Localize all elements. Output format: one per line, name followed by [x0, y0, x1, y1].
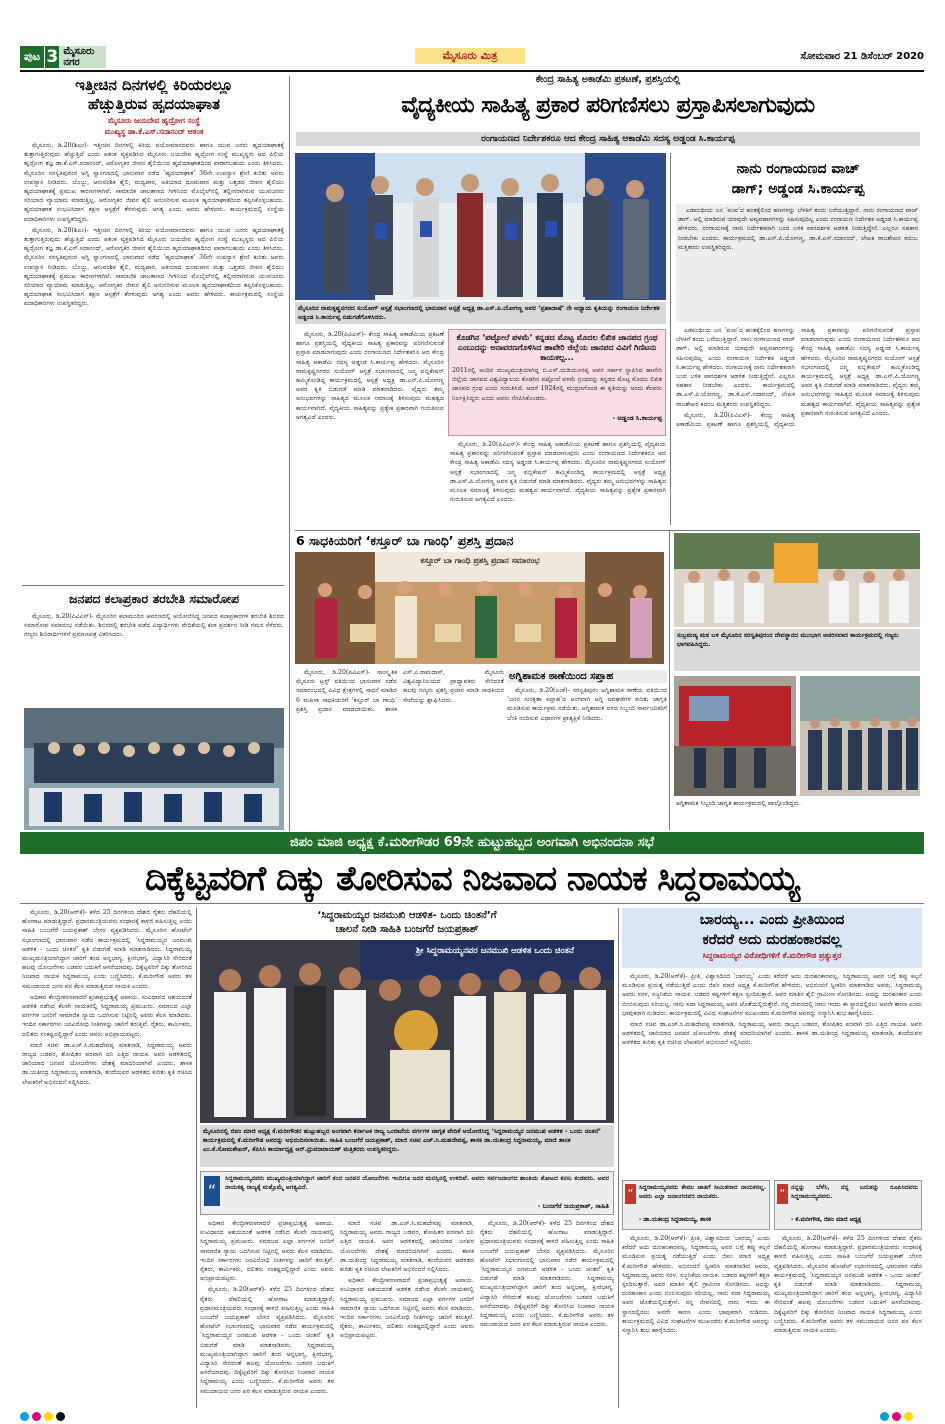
lead-photo	[295, 153, 666, 300]
heart-headline-line2: ಹೆಚ್ಚುತ್ತಿರುವ ಹೃದಯಾಘಾತ	[88, 95, 220, 113]
registration-marks-left	[20, 1412, 68, 1421]
janapada-photo-art	[24, 708, 284, 830]
lead-headline: ವೈದ್ಯಕೀಯ ಸಾಹಿತ್ಯ ಪ್ರಕಾರ ಪರಿಗಣಿಸಲು ಪ್ರಸ್ತಾಪಿಸಲಾಗುವುದು	[401, 93, 815, 118]
dignity-headline-line2: ಕರೆದರೆ ಅದು ದುರಹಂಕಾರವಲ್ಲ	[702, 932, 842, 948]
heart-body-text: ಮೈಸೂರು, ಡಿ.20(ಶಿಎಂ)- ಇತ್ತೀಚಿನ ದಿನಗಳಲ್ಲಿ ಕಿರಿಯ ವಯೋಮಾನದವರು ಹಾಗೂ ಯುವ ಜನರು ಹೃದಯಾಘಾತಕ್ಕೆ ತುತ್ತಾಗುತ್ತಿರುವುದು ಹೆಚ್ಚುತ್ತಿದೆ ಎಂದು ಆತಂಕ ವ್ಯಕ್ತಪಡಿಸಿದ ಮೈಸೂರು ಜಯದೇವ ಹೃದ್ರೋಗ ಸಂಸ್ಥೆ ಮುಖ್ಯಸ್ಥರು ಆದ ಪಿಲಿಯ ಹೃದ್ರೋಗ ತಜ್ಞ ಡಾ.ಕೆ.ಎಸ್.ಸದಾನಂದ್, ಆರೋಗ್ಯಕರ ಜೀವನ ಶೈಲಿಯಿಂದ ಹೃದಯಾಘಾತದಿಂದ ಪಾರಾಗಬಹುದು ಎಂದು ತಿಳಿಸಿದರು. ಮೈಸೂರಿನ ಸರಸ್ವತಿಪುರಂನ ಅಗ್ನಿ ಸ್ವಾಂಗಣದಲ್ಲಿ ಭಾನುವಾರ ನಡೆದ ‘ಹೃದಯಾಘಾತ’ 36ನೇ ಉಪನ್ಯಾಸ ಶ್ರೇಣಿ ಕುರಿತು ಅವರು ಉಪನ್ಯಾಸ ನೀಡಿದರು. ಬೊಜ್ಜು, ಆನುವಂಶಿಕ ಶೈಲಿ, ಮದ್ಯಪಾನ, ಅತಿಯಾದ ಧೂಮಪಾನ ಮತ್ತು ಒತ್ತಡದ ಜೀವನ ಶೈಲಿಯು ಹೃದಯಾಘಾತಕ್ಕೆ ಪ್ರಮುಖ ಕಾರಣಗಳಾಗಿವೆ. ಸಾಮಾಜಿಕ ಜಾಲತಾಣದ ಗೀಳಿನಿಂದ ಮೊಬೈಲ್‌ನಲ್ಲಿ ತಲ್ಲೀನರಾಗಿರುವ ಯುವಜನರು ಸರಿಯಾದ ವ್ಯಾಯಾಮ ಮಾಡುತ್ತಿಲ್ಲ. ಆರೋಗ್ಯಕರ ಜೀವನ ಶೈಲಿ ಅನುಸರಿಸುವ ಮೂಲಕ ಹೃದಯಾಘಾತದಿಂದ ತಪ್ಪಿಸಿಕೊಳ್ಳಬಹುದು. ಹೃದಯಾಘಾತ ಸಂಭವಿಸಿದಾಗ ತಕ್ಷಣ ಆಸ್ಪತ್ರೆಗೆ ತೆರಳುವುದು ಅಗತ್ಯ ಎಂದು ಅವರು ಹೇಳಿದರು. ಕಾರ್ಯಕ್ರಮದಲ್ಲಿ ಸಂಸ್ಥೆಯ ಪದಾಧಿಕಾರಿಗಳು ಉಪಸ್ಥಿತರಿದ್ದರು.	[24, 142, 284, 223]
dignity-col-b-text: ಮೈಸೂರು, ಡಿ.20(ಆರ್‌ಕೆ)- ಕಳೆದ 25 ದಿನಗಳಿಂದ ದೇಶದ ರೈತರು ದೆಹಲಿಯಲ್ಲಿ ಹೋರಾಟ ಮಾಡುತ್ತಿದ್ದಾರೆ. ಪ್ರಧಾನಮಂತ್ರಿಯವರು ಸಂಧಾನಕ್ಕೆ ಕಾಳಜಿ ವಹಿಸುತ್ತಿಲ್ಲ ಎಂದು ಸಾಹಿತಿ ಬಂಜಗೆರೆ ಜಯಪ್ರಕಾಶ್ ಬೇಸರ ವ್ಯಕ್ತಪಡಿಸಿದರು. ಮೈಸೂರಿನ ಹೋಟೆಲ್ ಸಭಾಂಗಣದಲ್ಲಿ ಭಾನುವಾರ ನಡೆದ ಕಾರ್ಯಕ್ರಮದಲ್ಲಿ ‘ಸಿದ್ದರಾಮಯ್ಯರ ಜನಮುಖಿ ಆಡಳಿತ - ಒಂದು ಚಿಂತನೆ’ ಕೃತಿ ಬಿಡುಗಡೆ ಮಾಡಿ ಮಾತನಾಡಿದರು. ಸಿದ್ದರಾಮಯ್ಯ ಮುಖ್ಯಮಂತ್ರಿಯಾಗಿದ್ದಾಗ ಜಾರಿಗೆ ತಂದ ಅನ್ನಭಾಗ್ಯ, ಕ್ಷೀರಭಾಗ್ಯ, ವಿದ್ಯಾಸಿರಿ ಸೇರಿದಂತೆ ಹಲವು ಯೋಜನೆಗಳು ಬಡವರ ಬದುಕಿಗೆ ಆಸರೆಯಾದವು. ದಿಕ್ಕೆಟ್ಟವರಿಗೆ ದಿಕ್ಕು ತೋರಿಸಿದ ನಿಜವಾದ ನಾಯಕ ಸಿದ್ದರಾಮಯ್ಯ ಎಂದು ಬಣ್ಣಿಸಿದರು. ಕೆ.ಮರೀಗೌಡ ಅವರು ತಳ ಸಮುದಾಯದ ಜನರ ಪರ ಕೆಲಸ ಮಾಡುತ್ತಿರುವ ನಾಯಕ ಎಂದರು.	[774, 1235, 922, 1335]
kasturba-photo-art	[295, 552, 664, 664]
dignity-body	[622, 972, 922, 1177]
reg-dot-black	[56, 1412, 65, 1421]
masthead: ಮೈಸೂರು ಮಿತ್ರ	[415, 48, 525, 64]
fire-photo-caption: ಅಗ್ನಿಶಾಮಕ ಸಿಬ್ಬಂದಿ ಜಾಗೃತಿ ಕಾರ್ಯಕ್ರಮದಲ್ಲಿ ಪಾಲ್ಗೊಂಡಿದ್ದರು.	[676, 800, 801, 807]
lead-photo-caption: ಮೈಸೂರಿನ ರಾಮಕೃಷ್ಣನಗರದ ಸುಯೋಗ್ ಆಸ್ಪತ್ರೆ ಸಭಾಂಗಣದಲ್ಲಿ ಭಾನುವಾರ ಆಸ್ಪತ್ರೆ ಅಧ್ಯಕ್ಷ ಡಾ.ಎಸ್.ಪಿ.ಯೋಗಣ್ಣ ಅವರ ‘ಪ್ರಹಾದಾಷೆ’ ನೇ ಅಧ್ಯಾಯ ಕೃತಿಯನ್ನು ರಂಗಾಯಣ ನಿರ್ದೇಶಕ ಅಡ್ಡಂಡ ಸಿ.ಕಾರ್ಯಪ್ಪ ಬಿಡುಗಡೆಗೊಳಿಸಿದರು.	[295, 302, 666, 324]
lead-deck: ರಂಗಾಯಣದ ನಿರ್ದೇಶಕರೂ ಆದ ಕೇಂದ್ರ ಸಾಹಿತ್ಯ ಅಕಾಡೆಮಿ ಸದಸ್ಯ ಅಡ್ಡಂಡ ಸಿ.ಕಾರ್ಯಪ್ಪ	[296, 132, 920, 146]
siddu-col2-text: ಅಧಿಕಾರ ಕೇಂದ್ರೀಕರಣವಾದರೆ ಪ್ರಜಾಪ್ರಭುತ್ವಕ್ಕೆ ಅಪಾಯ. ಸಂವಿಧಾನದ ಆಶಯದಂತೆ ಆಡಳಿತ ನಡೆಸಿದ ಕೆಲವೇ ನಾಯಕರಲ್ಲಿ ಸಿದ್ದರಾಮಯ್ಯ ಪ್ರಮುಖರು. ಸಮಾಜದ ಎಲ್ಲಾ ವರ್ಗಗಳ ಜನರಿಗೆ ಸಾಮಾಜಿಕ ನ್ಯಾಯ ಒದಗಿಸುವ ನಿಟ್ಟಿನಲ್ಲಿ ಅವರು ಕೆಲಸ ಮಾಡಿದರು. ಇಂದಿನ ಸರ್ಕಾರಗಳು ಜನವಿರೋಧಿ ನೀತಿಗಳನ್ನು ಜಾರಿಗೆ ತರುತ್ತಿವೆ. ರೈತರು, ಕಾರ್ಮಿಕರು, ದಲಿತರು ಸಂಕಷ್ಟದಲ್ಲಿದ್ದಾರೆ ಎಂದು ಅವರು ಅಭಿಪ್ರಾಯಪಟ್ಟರು.	[200, 1220, 334, 1283]
lead-body-text: ಮೈಸೂರು, ಡಿ.20(ಪಿವಿಎಸ್)- ಕೇಂದ್ರ ಸಾಹಿತ್ಯ ಅಕಾಡೆಮಿಯ ಪ್ರಕಟಣೆ ಹಾಗೂ ಪ್ರಶಸ್ತಿಯಲ್ಲಿ ವೈದ್ಯಕೀಯ ಸಾಹಿತ್ಯ ಪ್ರಕಾರವನ್ನು ಪರಿಗಣಿಸುವಂತೆ ಪ್ರಸ್ತಾಪ ಮಾಡಲಾಗುವುದು ಎಂದು ರಂಗಾಯಣದ ನಿರ್ದೇಶಕರೂ ಆದ ಕೇಂದ್ರ ಸಾಹಿತ್ಯ ಅಕಾಡೆಮಿ ಸದಸ್ಯ ಅಡ್ಡಂಡ ಸಿ.ಕಾರ್ಯಪ್ಪ ಹೇಳಿದರು. ಮೈಸೂರಿನ ರಾಮಕೃಷ್ಣನಗರದ ಸುಯೋಗ್ ಆಸ್ಪತ್ರೆ ಸಭಾಂಗಣದಲ್ಲಿ ಜನ್ಮ ಪಬ್ಲಿಕೇಷನ್ ಹಮ್ಮಿಕೊಂಡಿದ್ದ ಕಾರ್ಯಕ್ರಮದಲ್ಲಿ ಆಸ್ಪತ್ರೆ ಅಧ್ಯಕ್ಷ ಡಾ.ಎಸ್.ಪಿ.ಯೋಗಣ್ಣ ಅವರ ಕೃತಿ ಬಿಡುಗಡೆ ಮಾಡಿ ಮಾತನಾಡಿದರು. ವೈದ್ಯರು ತಮ್ಮ ಅನುಭವಗಳನ್ನು ಸಾಹಿತ್ಯದ ಮೂಲಕ ಸಮಾಜಕ್ಕೆ ತಿಳಿಸುವುದು ಮಹತ್ವದ ಕಾರ್ಯವಾಗಿದೆ. ವೈದ್ಯಕೀಯ ಸಾಹಿತ್ಯವನ್ನು ಪ್ರತ್ಯೇಕ ಪ್ರಕಾರವಾಗಿ ಗುರುತಿಸುವ ಅಗತ್ಯವಿದೆ ಎಂದರು.	[296, 331, 444, 421]
siddu-col3	[340, 1219, 474, 1407]
fire-photo-right-art	[800, 676, 920, 796]
koragini-author: - ಅಡ್ಡಂಡ ಸಿ.ಕಾರ್ಯಪ್ಪ	[612, 414, 662, 422]
fire-photo-left-art	[674, 676, 796, 796]
watchdog-body-text-2: ಎಡಪಂಥೀಯ ಜನ ‘ಪಂಪ’ದ ಹಂತಕ್ಕೆಲಿಂದ ಹಣಗಳನ್ನು ಬೆಳಕಿಗೆ ತಂದು ಬರೆಯುತ್ತಿದ್ದಾರೆ. ನಾನು ರಂಗಾಯಣದ ವಾಚ್ ಡಾಗ್. ಅಲ್ಲಿ ಮಾಡಿರುವ ಯಾವುದೇ ಅವ್ಯವಹಾರಗಳನ್ನು ಸಹಿಸುವುದಿಲ್ಲ ಎಂದು ರಂಗಾಯಣ ನಿರ್ದೇಶಕ ಅಡ್ಡಂಡ ಸಿ.ಕಾರ್ಯಪ್ಪ ಹೇಳಿದರು. ರಂಗಾಯಣಕ್ಕೆ ನಾನು ನಿರ್ದೇಶಕನಾಗಿ ಬಂದ ಬಳಿಕ ಪಾರದರ್ಶಕ ಆಡಳಿತ ನೀಡುತ್ತಿದ್ದೇನೆ. ಎಲ್ಲರೂ ಸಹಕಾರ ನೀಡಬೇಕು ಎಂದರು. ಕಾರ್ಯಕ್ರಮದಲ್ಲಿ ಡಾ.ಎಸ್.ಪಿ.ಯೋಗಣ್ಣ, ಡಾ.ಕೆ.ಎಸ್.ಸದಾನಂದ್, ಲೇಖಕ ರಾಜಶೇಖರ ಕದಂಬ ಮತ್ತಿತರರು ಉಪಸ್ಥಿತರಿದ್ದರು.	[676, 327, 795, 408]
siddu-photo	[200, 940, 614, 1123]
page-number: 3	[44, 46, 59, 68]
page-badge	[20, 46, 106, 68]
page-label: ಪುಟ	[20, 46, 44, 68]
siddu-col1-text-c: ಮಾಜಿ ಸಚಿವ ಡಾ.ಎಚ್.ಸಿ.ಮಹದೇವಪ್ಪ ಮಾತನಾಡಿ, ಸಿದ್ದರಾಮಯ್ಯ ಅವರು ರಾಜ್ಯದ ಬಡವರ, ಶೋಷಿತರ ಪರವಾಗಿ ದನಿ ಎತ್ತಿದ ನಾಯಕ. ಅವರ ಆಡಳಿತದಲ್ಲಿ ಜಾರಿಯಾದ ಜನಪರ ಯೋಜನೆಗಳು ದೇಶಕ್ಕೆ ಮಾದರಿಯಾಗಿವೆ ಎಂದರು. ಶಾಸಕ ಡಾ.ಯತೀಂದ್ರ ಸಿದ್ದರಾಮಯ್ಯ ಮಾತನಾಡಿ, ತಂದೆಯವರ ಆಡಳಿತದ ಕುರಿತು ಕೃತಿ ರಚಿಸಿದ ಲೇಖಕರಿಗೆ ಅಭಿನಂದನೆ ಸಲ್ಲಿಸಿದರು.	[22, 1041, 192, 1086]
siddu-col4-text: ಮೈಸೂರು, ಡಿ.20(ಆರ್‌ಕೆ)- ಕಳೆದ 25 ದಿನಗಳಿಂದ ದೇಶದ ರೈತರು ದೆಹಲಿಯಲ್ಲಿ ಹೋರಾಟ ಮಾಡುತ್ತಿದ್ದಾರೆ. ಪ್ರಧಾನಮಂತ್ರಿಯವರು ಸಂಧಾನಕ್ಕೆ ಕಾಳಜಿ ವಹಿಸುತ್ತಿಲ್ಲ ಎಂದು ಸಾಹಿತಿ ಬಂಜಗೆರೆ ಜಯಪ್ರಕಾಶ್ ಬೇಸರ ವ್ಯಕ್ತಪಡಿಸಿದರು. ಮೈಸೂರಿನ ಹೋಟೆಲ್ ಸಭಾಂಗಣದಲ್ಲಿ ಭಾನುವಾರ ನಡೆದ ಕಾರ್ಯಕ್ರಮದಲ್ಲಿ ‘ಸಿದ್ದರಾಮಯ್ಯರ ಜನಮುಖಿ ಆಡಳಿತ - ಒಂದು ಚಿಂತನೆ’ ಕೃತಿ ಬಿಡುಗಡೆ ಮಾಡಿ ಮಾತನಾಡಿದರು. ಸಿದ್ದರಾಮಯ್ಯ ಮುಖ್ಯಮಂತ್ರಿಯಾಗಿದ್ದಾಗ ಜಾರಿಗೆ ತಂದ ಅನ್ನಭಾಗ್ಯ, ಕ್ಷೀರಭಾಗ್ಯ, ವಿದ್ಯಾಸಿರಿ ಸೇರಿದಂತೆ ಹಲವು ಯೋಜನೆಗಳು ಬಡವರ ಬದುಕಿಗೆ ಆಸರೆಯಾದವು. ದಿಕ್ಕೆಟ್ಟವರಿಗೆ ದಿಕ್ಕು ತೋರಿಸಿದ ನಿಜವಾದ ನಾಯಕ ಸಿದ್ದರಾಮಯ್ಯ ಎಂದು ಬಣ್ಣಿಸಿದರು. ಕೆ.ಮರೀಗೌಡ ಅವರು ತಳ ಸಮುದಾಯದ ಜನರ ಪರ ಕೆಲಸ ಮಾಡುತ್ತಿರುವ ನಾಯಕ ಎಂದರು.	[480, 1220, 614, 1329]
siddu-subdeck-line1: ‘ಸಿದ್ದರಾಮಯ್ಯರ ಜನಮುಖಿ ಆಡಳಿತ- ಒಂದು ಚಿಂತನೆ’ಗೆ	[317, 910, 497, 921]
janapada-body-text: ಮೈಸೂರು, ಡಿ.20(ಪಿವಿಎಸ್)- ಮೈಸೂರಿನ ಕಲಾಮಂದಿರ ಆವರಣದಲ್ಲಿ ಆಯೋಜಿಸಿದ್ದ ಜನಪದ ಕಲಾಪ್ರಕಾರಗಳ ತರಬೇತಿ ಶಿಬಿರದ ಸಮಾರೋಪ ಸಮಾರಂಭ ನಡೆಯಿತು. ಶಿಬಿರದಲ್ಲಿ ತರಬೇತಿ ಪಡೆದ ವಿದ್ಯಾರ್ಥಿಗಳು ವೇದಿಕೆಯಲ್ಲಿ ಕಲಾ ಪ್ರದರ್ಶನ ನೀಡಿ ಗಮನ ಸೆಳೆದರು. ಗಣ್ಯರು ಶಿಬಿರಾರ್ಥಿಗಳಿಗೆ ಪ್ರಮಾಣಪತ್ರ ವಿತರಿಸಿದರು.	[24, 613, 284, 639]
heart-byline1: ಮೈಸೂರು ಜಯದೇವ ಹೃದ್ರೋಗ ಸಂಸ್ಥೆ	[108, 116, 200, 125]
watchdog-headline-line1: ನಾನು ರಂಗಾಯಣದ ವಾಚ್	[736, 161, 860, 177]
dignity-head-box	[622, 908, 922, 968]
siddu-photo-caption: ಮೈಸೂರಿನಲ್ಲಿ ಜಿಪಂ ಮಾಜಿ ಅಧ್ಯಕ್ಷ ಕೆ.ಮರೀಗೌಡರ ಹುಟ್ಟುಹಬ್ಬದ ಅಂಗವಾಗಿ ಕರ್ನಾಟಕ ರಾಜ್ಯ ಒಂದಾನೆಯ ವರ್ಗಗಳ ಜಾಗೃತ ವೇದಿಕೆ ಆಯೋಜಿಸಿದ್ದ ‘ಸಿದ್ದರಾಮಯ್ಯರ ಜನಮುಖಿ ಆಡಳಿತ - ಒಂದು ಚಿಂತನೆ’ ಕಾರ್ಯಕ್ರಮದಲ್ಲಿ ಕೆ.ಮರೀಗೌಡ ಅವರನ್ನು ಅಭಿನಂದಿಸಲಾಯಿತು. ಸಾಹಿತಿ ಬಂಜಗೆರೆ ಜಯಪ್ರಕಾಶ್, ಮಾಜಿ ಸಚಿವ ಎಚ್.ಸಿ.ಮಹದೇವಪ್ಪ, ಶಾಸಕ ಡಾ.ಯತೀಂದ್ರ ಸಿದ್ದರಾಮಯ್ಯ, ಮಾಜಿ ಶಾಸಕ ಎಂ.ಕೆ.ಸೋಮಶೇಖರ್, ಕೆಪಿಸಿಸಿ ಕಾರ್ಯಾಧ್ಯಕ್ಷ ಆರ್.ಧ್ರುವನಾರಾಯಣ್ ಮತ್ತಿತರರು ಉಪಸ್ಥಿತರಿದ್ದರು.	[200, 1125, 614, 1167]
reg-dot-cyan-r	[880, 1412, 889, 1421]
siddu-subdeck-line2: ಚಾಲನೆ ನೀಡಿ ಸಾಹಿತಿ ಬಂಜಗೆರೆ ಜಯಪ್ರಕಾಶ್	[335, 924, 479, 935]
siddu-col1-text-b: ಅಧಿಕಾರ ಕೇಂದ್ರೀಕರಣವಾದರೆ ಪ್ರಜಾಪ್ರಭುತ್ವಕ್ಕೆ ಅಪಾಯ. ಸಂವಿಧಾನದ ಆಶಯದಂತೆ ಆಡಳಿತ ನಡೆಸಿದ ಕೆಲವೇ ನಾಯಕರಲ್ಲಿ ಸಿದ್ದರಾಮಯ್ಯ ಪ್ರಮುಖರು. ಸಮಾಜದ ಎಲ್ಲಾ ವರ್ಗಗಳ ಜನರಿಗೆ ಸಾಮಾಜಿಕ ನ್ಯಾಯ ಒದಗಿಸುವ ನಿಟ್ಟಿನಲ್ಲಿ ಅವರು ಕೆಲಸ ಮಾಡಿದರು. ಇಂದಿನ ಸರ್ಕಾರಗಳು ಜನವಿರೋಧಿ ನೀತಿಗಳನ್ನು ಜಾರಿಗೆ ತರುತ್ತಿವೆ. ರೈತರು, ಕಾರ್ಮಿಕರು, ದಲಿತರು ಸಂಕಷ್ಟದಲ್ಲಿದ್ದಾರೆ ಎಂದು ಅವರು ಅಭಿಪ್ರಾಯಪಟ್ಟರು.	[22, 993, 192, 1038]
dignity-col-a-text: ಮೈಸೂರು, ಡಿ.20(ಆರ್‌ಕೆ)- ಪ್ರೀತಿ, ವಿಶ್ವಾಸದಿಂದ ‘ಬಾರಯ್ಯ’ ಎಂದು ಕರೆದರೆ ಅದು ದುರಹಂಕಾರವಲ್ಲ. ಸಿದ್ದರಾಮಯ್ಯ ಅವರ ಬಗ್ಗೆ ತಪ್ಪು ಕಲ್ಪನೆ ಮೂಡಿಸುವ ಪ್ರಯತ್ನ ನಡೆಯುತ್ತಿದೆ ಎಂದು ಜಿಪಂ ಮಾಜಿ ಅಧ್ಯಕ್ಷ ಕೆ.ಮರೀಗೌಡ ಹೇಳಿದರು. ಅಭಿನಂದನೆ ಸ್ವೀಕರಿಸಿ ಮಾತನಾಡಿದ ಅವರು, ಸಿದ್ದರಾಮಯ್ಯ ಅವರು ಸರಳ, ಸಜ್ಜನಿಕೆಯ ನಾಯಕ. ಬಡವರ ಕಷ್ಟಗಳಿಗೆ ತಕ್ಷಣ ಸ್ಪಂದಿಸುತ್ತಾರೆ. ಅವರ ಮಾತಿನ ಶೈಲಿ ಗ್ರಾಮೀಣ ಸೊಗಡಿನದು. ಅದನ್ನು ದುರಹಂಕಾರ ಎಂದು ಬಿಂಬಿಸುವುದು ಸರಿಯಲ್ಲ. ನಾನು ಸದಾ ಸಿದ್ದರಾಮಯ್ಯ ಅವರ ಜೊತೆಯಲ್ಲಿರುತ್ತೇನೆ. ನನ್ನ ಜೀವನದಲ್ಲಿ ನಾನು ಇಂದು ಈ ಸ್ಥಾನದಲ್ಲಿರಲು ಅವರೇ ಕಾರಣ ಎಂದು ಭಾವುಕರಾಗಿ ನುಡಿದರು. ಕಾರ್ಯಕ್ರಮದಲ್ಲಿ ವಿವಿಧ ಸಂಘಟನೆಗಳ ಮುಖಂಡರು ಕೆ.ಮರೀಗೌಡ ಅವರನ್ನು ಸನ್ಮಾನಿಸಿ ಶುಭ ಹಾರೈಸಿದರು.	[622, 1235, 770, 1335]
lead-photo-art	[295, 153, 666, 300]
fire-week-body	[507, 686, 667, 831]
mini-quote-1	[622, 1180, 770, 1230]
kasturba-banner: ಕಸ್ತೂರ್ ಬಾ ಗಾಂಧಿ ಪ್ರಶಸ್ತಿ ಪ್ರದಾನ ಸಮಾರಂಭ	[420, 556, 540, 565]
lead-body	[296, 330, 444, 495]
issue-date: ಸೋಮವಾರ 21 ಡಿಸೆಂಬರ್ 2020	[800, 51, 924, 62]
kasturba-body-text: ಮೈಸೂರು, ಡಿ.20(ಪಿವಿಎಸ್)- ಸಾಂಸ್ಕೃತಿಕ ಮೈಸೂರು ಟ್ರಸ್ಟ್ ವತಿಯಿಂದ ಭಾನುವಾರ ನಡೆದ ಸಮಾರಂಭದಲ್ಲಿ ವಿವಿಧ ಕ್ಷೇತ್ರಗಳಲ್ಲಿ ಸಾಧನೆ ಮಾಡಿದ 6 ಮಹಿಳಾ ಸಾಧಕಿಯರಿಗೆ ‘ಕಸ್ತೂರ್ ಬಾ ಗಾಂಧಿ’ ಪ್ರಶಸ್ತಿ ಪ್ರದಾನ ಮಾಡಲಾಯಿತು. ಶಾಸಕ ಎಸ್.ಎ.ರಾಮದಾಸ್, ಮೈಸೂರು ವಿಶ್ವವಿದ್ಯಾನಿಲಯದ ಪ್ರಾಧ್ಯಾಪಕರು ಸೇರಿದಂತೆ ಹಲವು ಗಣ್ಯರು ಪ್ರಶಸ್ತಿ ಪ್ರದಾನ ಮಾಡಿ ಸಾಧಕಿಯರ ಸೇವೆಯನ್ನು ಶ್ಲಾಘಿಸಿದರು.	[296, 669, 504, 713]
fire-week-body-text: ಮೈಸೂರು, ಡಿ.20(ಎಂಕೆ)- ಸರಸ್ವತಿಪುರಂ ಅಗ್ನಿಶಾಮಕ ಠಾಣೆಯ ವತಿಯಿಂದ ‘ಜನರ ಸುರಕ್ಷತಾ ಸಪ್ತಾಹ’ದ ಅಂಗವಾಗಿ ಅಗ್ನಿ ಅವಘಡಗಳ ಕುರಿತು ಜಾಗೃತಿ ಮೂಡಿಸುವ ಕಾರ್ಯಕ್ರಮ ನಡೆಯಿತು. ಅಗ್ನಿಶಾಮಕ ದಳದ ಸಿಬ್ಬಂದಿ ಸಾರ್ವಜನಿಕರಿಗೆ ಬೆಂಕಿ ನಂದಿಸುವ ವಿಧಾನಗಳ ಪ್ರಾತ್ಯಕ್ಷಿಕೆ ನೀಡಿದರು.	[507, 687, 667, 722]
dignity-subhead: ಸಿದ್ದರಾಮಯ್ಯರ ವಿರೋಧಿಗಳಿಗೆ ಕೆ.ಮರೀಗೌಡ ಪ್ರತ್ಯುತ್ತರ	[702, 951, 842, 960]
heart-byline2: ಮುಖ್ಯಸ್ಥ ಡಾ.ಕೆ.ಎಸ್.ಸದಾನಂದ್ ಆತಂಕ	[104, 127, 204, 136]
main-headline: ದಿಕ್ಕೆಟ್ಟವರಿಗೆ ದಿಕ್ಕು ತೋರಿಸುವ ನಿಜವಾದ ನಾಯಕ ಸಿದ್ದರಾಮಯ್ಯ	[145, 859, 799, 899]
watchdog-body-text: ಎಡಪಂಥೀಯ ಜನ ‘ಪಂಪ’ದ ಹಂತಕ್ಕೆಲಿಂದ ಹಣಗಳನ್ನು ಬೆಳಕಿಗೆ ತಂದು ಬರೆಯುತ್ತಿದ್ದಾರೆ. ನಾನು ರಂಗಾಯಣದ ವಾಚ್ ಡಾಗ್. ಅಲ್ಲಿ ಮಾಡಿರುವ ಯಾವುದೇ ಅವ್ಯವಹಾರಗಳನ್ನು ಸಹಿಸುವುದಿಲ್ಲ ಎಂದು ರಂಗಾಯಣ ನಿರ್ದೇಶಕ ಅಡ್ಡಂಡ ಸಿ.ಕಾರ್ಯಪ್ಪ ಹೇಳಿದರು. ರಂಗಾಯಣಕ್ಕೆ ನಾನು ನಿರ್ದೇಶಕನಾಗಿ ಬಂದ ಬಳಿಕ ಪಾರದರ್ಶಕ ಆಡಳಿತ ನೀಡುತ್ತಿದ್ದೇನೆ. ಎಲ್ಲರೂ ಸಹಕಾರ ನೀಡಬೇಕು ಎಂದರು. ಕಾರ್ಯಕ್ರಮದಲ್ಲಿ ಡಾ.ಎಸ್.ಪಿ.ಯೋಗಣ್ಣ, ಡಾ.ಕೆ.ಎಸ್.ಸದಾನಂದ್, ಲೇಖಕ ರಾಜಶೇಖರ ಕದಂಬ ಮತ್ತಿತರರು ಉಪಸ್ಥಿತರಿದ್ದರು.	[678, 207, 918, 251]
green-banner: ಜಿಪಂ ಮಾಜಿ ಅಧ್ಯಕ್ಷ ಕೆ.ಮರೀಗೌಡರ 69ನೇ ಹುಟ್ಟುಹಬ್ಬದ ಅಂಗವಾಗಿ ಅಭಿನಂದನಾ ಸಭೆ	[20, 832, 924, 854]
mini-quote-1-text: ಸಿದ್ದರಾಮಯ್ಯನವರು ಕೇವಲ ಜಾತಿಗೆ ಸೀಮಿತರಾದ ನಾಯಕರಲ್ಲ. ಅವರು ಎಲ್ಲಾ ಜನಾಂಗದವರ ನಾಯಕರು.	[639, 1184, 766, 1201]
watchdog-headline-line2: ಡಾಗ್; ಅಡ್ಡಂಡ ಸಿ.ಕಾರ್ಯಪ್ಪ	[731, 181, 865, 197]
fire-photo-left	[674, 676, 796, 796]
reg-dot-cyan	[20, 1412, 29, 1421]
siddu-col4	[480, 1219, 614, 1407]
dignity-headline-line1: ಬಾರಯ್ಯ... ಎಂದು ಪ್ರೀತಿಯಿಂದ	[699, 912, 845, 928]
mini-quote-1-icon: “	[625, 1184, 636, 1204]
siddu-col2	[200, 1219, 334, 1407]
reg-dot-magenta	[32, 1412, 41, 1421]
kasturba-photo	[295, 552, 664, 664]
dignity-col-b	[774, 1234, 922, 1407]
siddu-col3-text: ಮಾಜಿ ಸಚಿವ ಡಾ.ಎಚ್.ಸಿ.ಮಹದೇವಪ್ಪ ಮಾತನಾಡಿ, ಸಿದ್ದರಾಮಯ್ಯ ಅವರು ರಾಜ್ಯದ ಬಡವರ, ಶೋಷಿತರ ಪರವಾಗಿ ದನಿ ಎತ್ತಿದ ನಾಯಕ. ಅವರ ಆಡಳಿತದಲ್ಲಿ ಜಾರಿಯಾದ ಜನಪರ ಯೋಜನೆಗಳು ದೇಶಕ್ಕೆ ಮಾದರಿಯಾಗಿವೆ ಎಂದರು. ಶಾಸಕ ಡಾ.ಯತೀಂದ್ರ ಸಿದ್ದರಾಮಯ್ಯ ಮಾತನಾಡಿ, ತಂದೆಯವರ ಆಡಳಿತದ ಕುರಿತು ಕೃತಿ ರಚಿಸಿದ ಲೇಖಕರಿಗೆ ಅಭಿನಂದನೆ ಸಲ್ಲಿಸಿದರು.	[340, 1220, 474, 1274]
mini-quote-2-icon: “	[777, 1184, 788, 1204]
mini-quote-2-text: ನನ್ನನ್ನು ಬೆಳೆಸಿ, ನನ್ನ ಬದುಕನ್ನು ರೂಪಿಸಿದವರು ಸಿದ್ದರಾಮಯ್ಯನವರು.	[791, 1184, 918, 1201]
mini-quote-2-author: - ಕೆ.ಮರೀಗೌಡ, ಜಿಪಂ ಮಾಜಿ ಅಧ್ಯಕ್ಷ	[791, 1217, 862, 1223]
temple-photo-caption: ಸುಬ್ರಮಣ್ಯ ಮಠ ಬಳಿ ಮೈಸೂರಿನ ಸರಸ್ವತಿಪುರಂನ ದೇವಸ್ಥಾನದ ಮುಂಭಾಗ ಆಚರಿಸಲಾದ ಕಾರ್ಯಕ್ರಮದಲ್ಲಿ ಗಣ್ಯರು ಭಾಗವಹಿಸಿದ್ದರು.	[674, 629, 920, 671]
siddu-photo-art	[200, 940, 614, 1123]
koragini-headline: ಕೊಡಗಿನ ‘ಪಟ್ಟೋಲೆ ಪಳಮೆ’ ಕನ್ನಡದ ಮೊಟ್ಟ ಮೊದಲ ಲಿಖಿತ ಜಾನಪದ ಗ್ರಂಥ ಎಂಬುದನ್ನು ಅನಾವರಣಗೊಳಿಸಿದ ಹಾವೇರಿ ಜಿಲ್ಲೆಯ ಜಾನಪದ ವಿವಿಗೆ ಗಿಣಿಟನು ಕಾಯಕಲ್ಪ...	[456, 333, 658, 362]
siddu-col1	[22, 908, 192, 1408]
koragini-box	[448, 329, 666, 436]
quote-text: ಸಿದ್ದರಾಮಯ್ಯನವರು ಮುಖ್ಯಮಂತ್ರಿಯಾಗಿದ್ದಾಗ ಜಾರಿಗೆ ತಂದ ಜನಪರ ಯೋಜನೆಗಳು ಇಂದಿಗೂ ಜನರ ಮನಸ್ಸಿನಲ್ಲಿ ಉಳಿದಿವೆ. ಅವರು ಸರ್ವಜನಾಂಗದ ಶಾಂತಿಯ ತೋಟದ ಕನಸು ಕಂಡವರು. ಅವರ ನಾಯಕತ್ವ ರಾಜ್ಯಕ್ಕೆ ಮತ್ತೊಮ್ಮೆ ಅಗತ್ಯವಿದೆ.	[225, 1175, 609, 1192]
watchdog-body-text-3: ಮೈಸೂರು, ಡಿ.20(ಪಿವಿಎಸ್)- ಕೇಂದ್ರ ಸಾಹಿತ್ಯ ಅಕಾಡೆಮಿಯ ಪ್ರಕಟಣೆ ಹಾಗೂ ಪ್ರಶಸ್ತಿಯಲ್ಲಿ ವೈದ್ಯಕೀಯ ಸಾಹಿತ್ಯ ಪ್ರಕಾರವನ್ನು ಪರಿಗಣಿಸುವಂತೆ ಪ್ರಸ್ತಾಪ ಮಾಡಲಾಗುವುದು ಎಂದು ರಂಗಾಯಣದ ನಿರ್ದೇಶಕರೂ ಆದ ಕೇಂದ್ರ ಸಾಹಿತ್ಯ ಅಕಾಡೆಮಿ ಸದಸ್ಯ ಅಡ್ಡಂಡ ಸಿ.ಕಾರ್ಯಪ್ಪ ಹೇಳಿದರು. ಮೈಸೂರಿನ ರಾಮಕೃಷ್ಣನಗರದ ಸುಯೋಗ್ ಆಸ್ಪತ್ರೆ ಸಭಾಂಗಣದಲ್ಲಿ ಜನ್ಮ ಪಬ್ಲಿಕೇಷನ್ ಹಮ್ಮಿಕೊಂಡಿದ್ದ ಕಾರ್ಯಕ್ರಮದಲ್ಲಿ ಆಸ್ಪತ್ರೆ ಅಧ್ಯಕ್ಷ ಡಾ.ಎಸ್.ಪಿ.ಯೋಗಣ್ಣ ಅವರ ಕೃತಿ ಬಿಡುಗಡೆ ಮಾಡಿ ಮಾತನಾಡಿದರು. ವೈದ್ಯರು ತಮ್ಮ ಅನುಭವಗಳನ್ನು ಸಾಹಿತ್ಯದ ಮೂಲಕ ಸಮಾಜಕ್ಕೆ ತಿಳಿಸುವುದು ಮಹತ್ವದ ಕಾರ್ಯವಾಗಿದೆ. ವೈದ್ಯಕೀಯ ಸಾಹಿತ್ಯವನ್ನು ಪ್ರತ್ಯೇಕ ಪ್ರಕಾರವಾಗಿ ಗುರುತಿಸುವ ಅಗತ್ಯವಿದೆ ಎಂದರು.	[676, 327, 920, 429]
janapada-photo	[24, 708, 284, 830]
reg-dot-yellow-r	[904, 1412, 913, 1421]
fire-photo-right	[800, 676, 920, 796]
kasturba-body	[296, 668, 504, 828]
temple-photo-art	[674, 533, 920, 627]
lead-body-col2	[444, 440, 666, 528]
registration-marks-right	[880, 1412, 916, 1421]
lead-kicker: ಕೇಂದ್ರ ಸಾಹಿತ್ಯ ಅಕಾಡೆಮಿ ಪ್ರಕಟಣೆ, ಪ್ರಶಸ್ತಿಯಲ್ಲಿ	[535, 74, 681, 85]
mini-quote-1-author: - ಡಾ.ಯತೀಂದ್ರ ಸಿದ್ದರಾಮಯ್ಯ, ಶಾಸಕ	[639, 1217, 712, 1223]
siddu-photo-banner: ಶ್ರೀ ಸಿದ್ದರಾಮಯ್ಯನವರ ಜನಮುಖಿ ಆಡಳಿತ ಒಂದು ಚಿಂತನೆ	[416, 946, 574, 956]
siddu-col2-text-b: ಮೈಸೂರು, ಡಿ.20(ಆರ್‌ಕೆ)- ಕಳೆದ 25 ದಿನಗಳಿಂದ ದೇಶದ ರೈತರು ದೆಹಲಿಯಲ್ಲಿ ಹೋರಾಟ ಮಾಡುತ್ತಿದ್ದಾರೆ. ಪ್ರಧಾನಮಂತ್ರಿಯವರು ಸಂಧಾನಕ್ಕೆ ಕಾಳಜಿ ವಹಿಸುತ್ತಿಲ್ಲ ಎಂದು ಸಾಹಿತಿ ಬಂಜಗೆರೆ ಜಯಪ್ರಕಾಶ್ ಬೇಸರ ವ್ಯಕ್ತಪಡಿಸಿದರು. ಮೈಸೂರಿನ ಹೋಟೆಲ್ ಸಭಾಂಗಣದಲ್ಲಿ ಭಾನುವಾರ ನಡೆದ ಕಾರ್ಯಕ್ರಮದಲ್ಲಿ ‘ಸಿದ್ದರಾಮಯ್ಯರ ಜನಮುಖಿ ಆಡಳಿತ - ಒಂದು ಚಿಂತನೆ’ ಕೃತಿ ಬಿಡುಗಡೆ ಮಾಡಿ ಮಾತನಾಡಿದರು. ಸಿದ್ದರಾಮಯ್ಯ ಮುಖ್ಯಮಂತ್ರಿಯಾಗಿದ್ದಾಗ ಜಾರಿಗೆ ತಂದ ಅನ್ನಭಾಗ್ಯ, ಕ್ಷೀರಭಾಗ್ಯ, ವಿದ್ಯಾಸಿರಿ ಸೇರಿದಂತೆ ಹಲವು ಯೋಜನೆಗಳು ಬಡವರ ಬದುಕಿಗೆ ಆಸರೆಯಾದವು. ದಿಕ್ಕೆಟ್ಟವರಿಗೆ ದಿಕ್ಕು ತೋರಿಸಿದ ನಿಜವಾದ ನಾಯಕ ಸಿದ್ದರಾಮಯ್ಯ ಎಂದು ಬಣ್ಣಿಸಿದರು. ಕೆ.ಮರೀಗೌಡ ಅವರು ತಳ ಸಮುದಾಯದ ಜನರ ಪರ ಕೆಲಸ ಮಾಡುತ್ತಿರುವ ನಾಯಕ ಎಂದರು.	[200, 1286, 334, 1395]
koragini-body: 2011ರಲ್ಲಿ ಅಂದಿನ ಮುಖ್ಯಮಂತ್ರಿಯಾಗಿದ್ದ ಬಿ.ಎಸ್.ಯಡಿಯೂರಪ್ಪ ಅವರ ಸರ್ಕಾರ ಸ್ಥಾಪಿಸಿದ ಹಾವೇರಿ ಜಿಲ್ಲೆಯ ಜಾನಪದ ವಿಶ್ವವಿದ್ಯಾಲಯ ಕೊಡಗಿನ ಪಟ್ಟೋಲೆ ಪಳಮೆ ಗ್ರಂಥವನ್ನು ಕನ್ನಡದ ಮೊಟ್ಟ ಮೊದಲ ಲಿಖಿತ ಜಾನಪದ ಗ್ರಂಥ ಎಂದು ಗುರುತಿಸಿದೆ. ಆದರೆ 1924ರಲ್ಲಿ ಮುದ್ರಣಗೊಂಡ ಈ ಕೃತಿಯನ್ನು ಅಂದು ಕೆಲವರು ನಿರ್ಲಕ್ಷಿಸಿದ್ದರು ಎಂದು ಅವರು ನೆನಪಿಸಿಕೊಂಡರು.	[452, 367, 662, 402]
quote-author: - ಬಂಜಗೆರೆ ಜಯಪ್ರಕಾಶ್, ಸಾಹಿತಿ	[537, 1202, 609, 1210]
siddu-col1-text: ಮೈಸೂರು, ಡಿ.20(ಆರ್‌ಕೆ)- ಕಳೆದ 25 ದಿನಗಳಿಂದ ದೇಶದ ರೈತರು ದೆಹಲಿಯಲ್ಲಿ ಹೋರಾಟ ಮಾಡುತ್ತಿದ್ದಾರೆ. ಪ್ರಧಾನಮಂತ್ರಿಯವರು ಸಂಧಾನಕ್ಕೆ ಕಾಳಜಿ ವಹಿಸುತ್ತಿಲ್ಲ ಎಂದು ಸಾಹಿತಿ ಬಂಜಗೆರೆ ಜಯಪ್ರಕಾಶ್ ಬೇಸರ ವ್ಯಕ್ತಪಡಿಸಿದರು. ಮೈಸೂರಿನ ಹೋಟೆಲ್ ಸಭಾಂಗಣದಲ್ಲಿ ಭಾನುವಾರ ನಡೆದ ಕಾರ್ಯಕ್ರಮದಲ್ಲಿ ‘ಸಿದ್ದರಾಮಯ್ಯರ ಜನಮುಖಿ ಆಡಳಿತ - ಒಂದು ಚಿಂತನೆ’ ಕೃತಿ ಬಿಡುಗಡೆ ಮಾಡಿ ಮಾತನಾಡಿದರು. ಸಿದ್ದರಾಮಯ್ಯ ಮುಖ್ಯಮಂತ್ರಿಯಾಗಿದ್ದಾಗ ಜಾರಿಗೆ ತಂದ ಅನ್ನಭಾಗ್ಯ, ಕ್ಷೀರಭಾಗ್ಯ, ವಿದ್ಯಾಸಿರಿ ಸೇರಿದಂತೆ ಹಲವು ಯೋಜನೆಗಳು ಬಡವರ ಬದುಕಿಗೆ ಆಸರೆಯಾದವು. ದಿಕ್ಕೆಟ್ಟವರಿಗೆ ದಿಕ್ಕು ತೋರಿಸಿದ ನಿಜವಾದ ನಾಯಕ ಸಿದ್ದರಾಮಯ್ಯ ಎಂದು ಬಣ್ಣಿಸಿದರು. ಕೆ.ಮರೀಗೌಡ ಅವರು ತಳ ಸಮುದಾಯದ ಜನರ ಪರ ಕೆಲಸ ಮಾಡುತ್ತಿರುವ ನಾಯಕ ಎಂದರು.	[22, 909, 192, 990]
quote-box	[200, 1171, 614, 1215]
watchdog-body	[676, 204, 920, 322]
kasturba-headline: 6 ಸಾಧಕಿಯರಿಗೆ ‘ಕಸ್ತೂರ್ ಬಾ ಗಾಂಧಿ’ ಪ್ರಶಸ್ತಿ ಪ್ರದಾನ	[296, 533, 514, 548]
watchdog-body-2	[676, 326, 920, 526]
fire-week-headline: ಅಗ್ನಿಶಾಮಕ ಠಾಣೆಯಿಂದ ಸಪ್ತಾಹ	[507, 670, 667, 683]
dignity-body-text: ಮೈಸೂರು, ಡಿ.20(ಆರ್‌ಕೆ)- ಪ್ರೀತಿ, ವಿಶ್ವಾಸದಿಂದ ‘ಬಾರಯ್ಯ’ ಎಂದು ಕರೆದರೆ ಅದು ದುರಹಂಕಾರವಲ್ಲ. ಸಿದ್ದರಾಮಯ್ಯ ಅವರ ಬಗ್ಗೆ ತಪ್ಪು ಕಲ್ಪನೆ ಮೂಡಿಸುವ ಪ್ರಯತ್ನ ನಡೆಯುತ್ತಿದೆ ಎಂದು ಜಿಪಂ ಮಾಜಿ ಅಧ್ಯಕ್ಷ ಕೆ.ಮರೀಗೌಡ ಹೇಳಿದರು. ಅಭಿನಂದನೆ ಸ್ವೀಕರಿಸಿ ಮಾತನಾಡಿದ ಅವರು, ಸಿದ್ದರಾಮಯ್ಯ ಅವರು ಸರಳ, ಸಜ್ಜನಿಕೆಯ ನಾಯಕ. ಬಡವರ ಕಷ್ಟಗಳಿಗೆ ತಕ್ಷಣ ಸ್ಪಂದಿಸುತ್ತಾರೆ. ಅವರ ಮಾತಿನ ಶೈಲಿ ಗ್ರಾಮೀಣ ಸೊಗಡಿನದು. ಅದನ್ನು ದುರಹಂಕಾರ ಎಂದು ಬಿಂಬಿಸುವುದು ಸರಿಯಲ್ಲ. ನಾನು ಸದಾ ಸಿದ್ದರಾಮಯ್ಯ ಅವರ ಜೊತೆಯಲ್ಲಿರುತ್ತೇನೆ. ನನ್ನ ಜೀವನದಲ್ಲಿ ನಾನು ಇಂದು ಈ ಸ್ಥಾನದಲ್ಲಿರಲು ಅವರೇ ಕಾರಣ ಎಂದು ಭಾವುಕರಾಗಿ ನುಡಿದರು. ಕಾರ್ಯಕ್ರಮದಲ್ಲಿ ವಿವಿಧ ಸಂಘಟನೆಗಳ ಮುಖಂಡರು ಕೆ.ಮರೀಗೌಡ ಅವರನ್ನು ಸನ್ಮಾನಿಸಿ ಶುಭ ಹಾರೈಸಿದರು.	[622, 973, 922, 1017]
janapada-body	[24, 612, 284, 702]
mini-quote-2	[774, 1180, 922, 1230]
lead-body-text-col2: ಮೈಸೂರು, ಡಿ.20(ಪಿವಿಎಸ್)- ಕೇಂದ್ರ ಸಾಹಿತ್ಯ ಅಕಾಡೆಮಿಯ ಪ್ರಕಟಣೆ ಹಾಗೂ ಪ್ರಶಸ್ತಿಯಲ್ಲಿ ವೈದ್ಯಕೀಯ ಸಾಹಿತ್ಯ ಪ್ರಕಾರವನ್ನು ಪರಿಗಣಿಸುವಂತೆ ಪ್ರಸ್ತಾಪ ಮಾಡಲಾಗುವುದು ಎಂದು ರಂಗಾಯಣದ ನಿರ್ದೇಶಕರೂ ಆದ ಕೇಂದ್ರ ಸಾಹಿತ್ಯ ಅಕಾಡೆಮಿ ಸದಸ್ಯ ಅಡ್ಡಂಡ ಸಿ.ಕಾರ್ಯಪ್ಪ ಹೇಳಿದರು. ಮೈಸೂರಿನ ರಾಮಕೃಷ್ಣನಗರದ ಸುಯೋಗ್ ಆಸ್ಪತ್ರೆ ಸಭಾಂಗಣದಲ್ಲಿ ಜನ್ಮ ಪಬ್ಲಿಕೇಷನ್ ಹಮ್ಮಿಕೊಂಡಿದ್ದ ಕಾರ್ಯಕ್ರಮದಲ್ಲಿ ಆಸ್ಪತ್ರೆ ಅಧ್ಯಕ್ಷ ಡಾ.ಎಸ್.ಪಿ.ಯೋಗಣ್ಣ ಅವರ ಕೃತಿ ಬಿಡುಗಡೆ ಮಾಡಿ ಮಾತನಾಡಿದರು. ವೈದ್ಯರು ತಮ್ಮ ಅನುಭವಗಳನ್ನು ಸಾಹಿತ್ಯದ ಮೂಲಕ ಸಮಾಜಕ್ಕೆ ತಿಳಿಸುವುದು ಮಹತ್ವದ ಕಾರ್ಯವಾಗಿದೆ. ವೈದ್ಯಕೀಯ ಸಾಹಿತ್ಯವನ್ನು ಪ್ರತ್ಯೇಕ ಪ್ರಕಾರವಾಗಿ ಗುರುತಿಸುವ ಅಗತ್ಯವಿದೆ ಎಂದರು.	[450, 441, 666, 504]
janapada-headline: ಜನಪದ ಕಲಾಪ್ರಕಾರ ತರಬೇತಿ ಸಮಾರೋಪ	[69, 591, 239, 606]
heart-headline-line1: ಇತ್ತೀಚಿನ ದಿನಗಳಲ್ಲಿ ಕಿರಿಯರಲ್ಲೂ	[75, 76, 233, 94]
section-title: ಮೈಸೂರು ನಗರ	[63, 46, 95, 68]
temple-photo	[674, 533, 920, 627]
siddu-col3-text-b: ಅಧಿಕಾರ ಕೇಂದ್ರೀಕರಣವಾದರೆ ಪ್ರಜಾಪ್ರಭುತ್ವಕ್ಕೆ ಅಪಾಯ. ಸಂವಿಧಾನದ ಆಶಯದಂತೆ ಆಡಳಿತ ನಡೆಸಿದ ಕೆಲವೇ ನಾಯಕರಲ್ಲಿ ಸಿದ್ದರಾಮಯ್ಯ ಪ್ರಮುಖರು. ಸಮಾಜದ ಎಲ್ಲಾ ವರ್ಗಗಳ ಜನರಿಗೆ ಸಾಮಾಜಿಕ ನ್ಯಾಯ ಒದಗಿಸುವ ನಿಟ್ಟಿನಲ್ಲಿ ಅವರು ಕೆಲಸ ಮಾಡಿದರು. ಇಂದಿನ ಸರ್ಕಾರಗಳು ಜನವಿರೋಧಿ ನೀತಿಗಳನ್ನು ಜಾರಿಗೆ ತರುತ್ತಿವೆ. ರೈತರು, ಕಾರ್ಮಿಕರು, ದಲಿತರು ಸಂಕಷ್ಟದಲ್ಲಿದ್ದಾರೆ ಎಂದು ಅವರು ಅಭಿಪ್ರಾಯಪಟ್ಟರು.	[340, 1277, 474, 1340]
reg-dot-yellow	[44, 1412, 53, 1421]
dignity-col-a	[622, 1234, 770, 1407]
dignity-body-text-b: ಮಾಜಿ ಸಚಿವ ಡಾ.ಎಚ್.ಸಿ.ಮಹದೇವಪ್ಪ ಮಾತನಾಡಿ, ಸಿದ್ದರಾಮಯ್ಯ ಅವರು ರಾಜ್ಯದ ಬಡವರ, ಶೋಷಿತರ ಪರವಾಗಿ ದನಿ ಎತ್ತಿದ ನಾಯಕ. ಅವರ ಆಡಳಿತದಲ್ಲಿ ಜಾರಿಯಾದ ಜನಪರ ಯೋಜನೆಗಳು ದೇಶಕ್ಕೆ ಮಾದರಿಯಾಗಿವೆ ಎಂದರು. ಶಾಸಕ ಡಾ.ಯತೀಂದ್ರ ಸಿದ್ದರಾಮಯ್ಯ ಮಾತನಾಡಿ, ತಂದೆಯವರ ಆಡಳಿತದ ಕುರಿತು ಕೃತಿ ರಚಿಸಿದ ಲೇಖಕರಿಗೆ ಅಭಿನಂದನೆ ಸಲ್ಲಿಸಿದರು.	[622, 1021, 922, 1047]
reg-dot-magenta-r	[892, 1412, 901, 1421]
heart-body	[24, 141, 284, 579]
quote-icon: “	[204, 1176, 220, 1206]
heart-body-text-continued: ಮೈಸೂರು, ಡಿ.20(ಶಿಎಂ)- ಇತ್ತೀಚಿನ ದಿನಗಳಲ್ಲಿ ಕಿರಿಯ ವಯೋಮಾನದವರು ಹಾಗೂ ಯುವ ಜನರು ಹೃದಯಾಘಾತಕ್ಕೆ ತುತ್ತಾಗುತ್ತಿರುವುದು ಹೆಚ್ಚುತ್ತಿದೆ ಎಂದು ಆತಂಕ ವ್ಯಕ್ತಪಡಿಸಿದ ಮೈಸೂರು ಜಯದೇವ ಹೃದ್ರೋಗ ಸಂಸ್ಥೆ ಮುಖ್ಯಸ್ಥರು ಆದ ಪಿಲಿಯ ಹೃದ್ರೋಗ ತಜ್ಞ ಡಾ.ಕೆ.ಎಸ್.ಸದಾನಂದ್, ಆರೋಗ್ಯಕರ ಜೀವನ ಶೈಲಿಯಿಂದ ಹೃದಯಾಘಾತದಿಂದ ಪಾರಾಗಬಹುದು ಎಂದು ತಿಳಿಸಿದರು. ಮೈಸೂರಿನ ಸರಸ್ವತಿಪುರಂನ ಅಗ್ನಿ ಸ್ವಾಂಗಣದಲ್ಲಿ ಭಾನುವಾರ ನಡೆದ ‘ಹೃದಯಾಘಾತ’ 36ನೇ ಉಪನ್ಯಾಸ ಶ್ರೇಣಿ ಕುರಿತು ಅವರು ಉಪನ್ಯಾಸ ನೀಡಿದರು. ಬೊಜ್ಜು, ಆನುವಂಶಿಕ ಶೈಲಿ, ಮದ್ಯಪಾನ, ಅತಿಯಾದ ಧೂಮಪಾನ ಮತ್ತು ಒತ್ತಡದ ಜೀವನ ಶೈಲಿಯು ಹೃದಯಾಘಾತಕ್ಕೆ ಪ್ರಮುಖ ಕಾರಣಗಳಾಗಿವೆ. ಸಾಮಾಜಿಕ ಜಾಲತಾಣದ ಗೀಳಿನಿಂದ ಮೊಬೈಲ್‌ನಲ್ಲಿ ತಲ್ಲೀನರಾಗಿರುವ ಯುವಜನರು ಸರಿಯಾದ ವ್ಯಾಯಾಮ ಮಾಡುತ್ತಿಲ್ಲ. ಆರೋಗ್ಯಕರ ಜೀವನ ಶೈಲಿ ಅನುಸರಿಸುವ ಮೂಲಕ ಹೃದಯಾಘಾತದಿಂದ ತಪ್ಪಿಸಿಕೊಳ್ಳಬಹುದು. ಹೃದಯಾಘಾತ ಸಂಭವಿಸಿದಾಗ ತಕ್ಷಣ ಆಸ್ಪತ್ರೆಗೆ ತೆರಳುವುದು ಅಗತ್ಯ ಎಂದು ಅವರು ಹೇಳಿದರು. ಕಾರ್ಯಕ್ರಮದಲ್ಲಿ ಸಂಸ್ಥೆಯ ಪದಾಧಿಕಾರಿಗಳು ಉಪಸ್ಥಿತರಿದ್ದರು.	[24, 226, 284, 308]
